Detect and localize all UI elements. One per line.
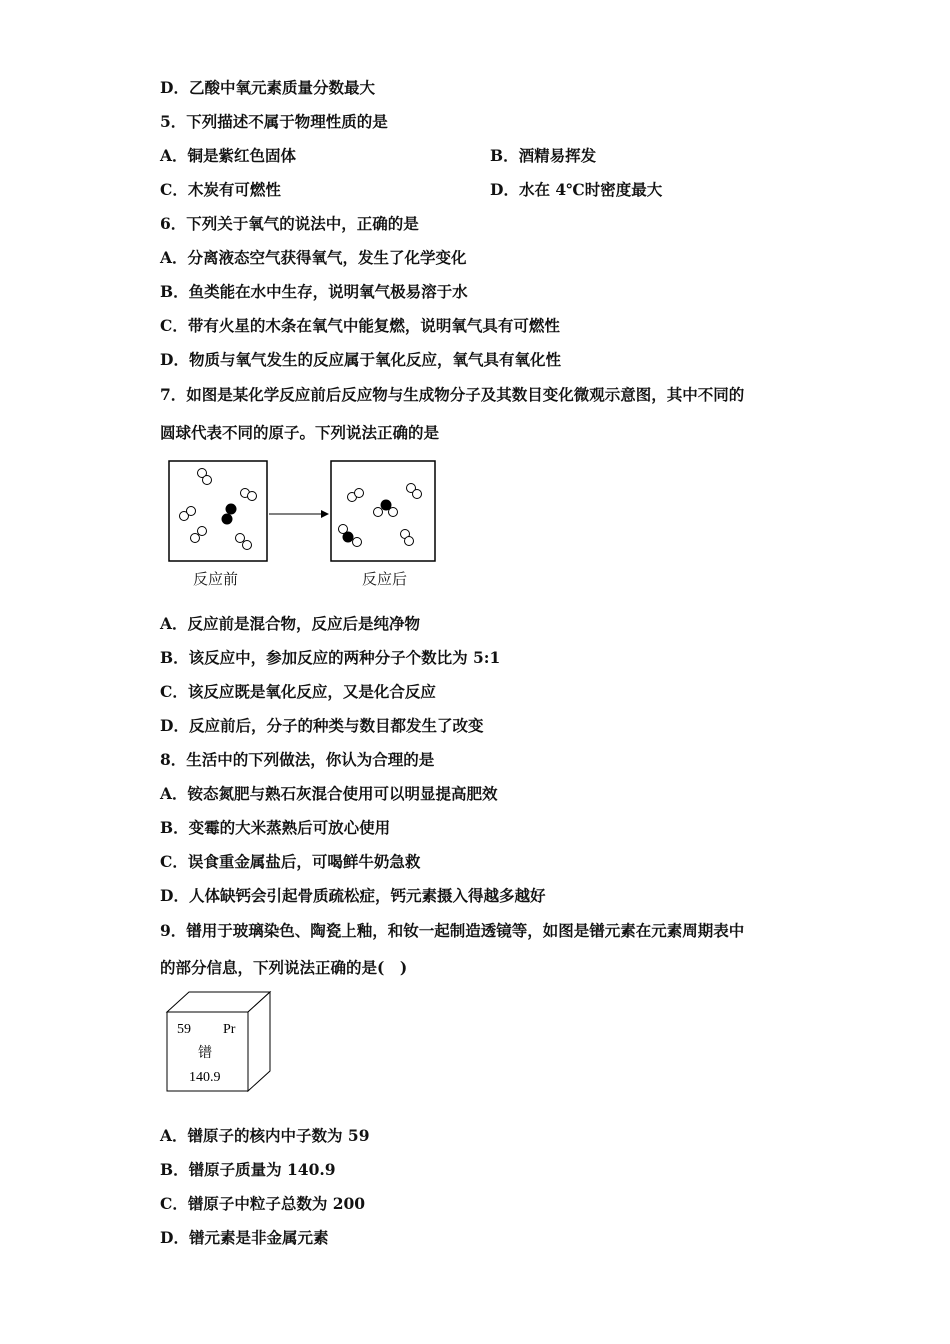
q5-stem: 5．下列描述不属于物理性质的是: [160, 112, 388, 131]
reaction-diagram: [165, 458, 445, 568]
q9-option-b: B．镨原子质量为 140.9: [160, 1160, 336, 1179]
molecule-atom-white: [198, 527, 207, 536]
q6-option-b: B．鱼类能在水中生存，说明氧气极易溶于水: [160, 282, 468, 301]
q7-option-d: D．反应前后，分子的种类与数目都发生了改变: [160, 716, 484, 735]
element-mass: 140.9: [189, 1070, 221, 1085]
element-symbol: Pr: [223, 1022, 236, 1037]
q8-option-b: B．变霉的大米蒸熟后可放心使用: [160, 818, 391, 837]
q8-option-c: C．误食重金属盐后，可喝鲜牛奶急救: [160, 852, 421, 871]
molecule-atom-white: [236, 534, 245, 543]
element-name: 镨: [198, 1045, 212, 1061]
caption-before: 反应前: [193, 570, 239, 588]
q6-option-c: C．带有火星的木条在氧气中能复燃，说明氧气具有可燃性: [160, 316, 560, 335]
molecule-atom-black: [222, 514, 232, 524]
q8-option-a: A．铵态氮肥与熟石灰混合使用可以明显提高肥效: [160, 784, 498, 803]
q9-stem-line2: 的部分信息，下列说法正确的是( ): [160, 958, 408, 977]
q5-option-c: C．木炭有可燃性: [160, 180, 281, 199]
element-number: 59: [177, 1022, 191, 1037]
caption-after: 反应后: [362, 570, 408, 588]
q4-option-d: D．乙酸中氧元素质量分数最大: [160, 78, 375, 97]
molecule-atom-black: [226, 504, 236, 514]
before-box: [169, 461, 267, 561]
q7-option-c: C．该反应既是氧化反应，又是化合反应: [160, 682, 436, 701]
q5-option-a: A．铜是紫红色固体: [160, 146, 297, 165]
q9-stem-line1: 9．镨用于玻璃染色、陶瓷上釉，和钕一起制造透镜等，如图是镨元素在元素周期表中: [160, 921, 745, 940]
q9-option-d: D．镨元素是非金属元素: [160, 1228, 329, 1247]
q6-stem: 6．下列关于氧气的说法中，正确的是: [160, 214, 419, 233]
q8-stem: 8．生活中的下列做法，你认为合理的是: [160, 750, 435, 769]
after-box: [331, 461, 435, 561]
q9-option-c: C．镨原子中粒子总数为 200: [160, 1194, 366, 1213]
q5-option-d: D．水在 4℃时密度最大: [490, 180, 663, 199]
q5-option-b: B．酒精易挥发: [490, 146, 597, 165]
q9-option-a: A．镨原子的核内中子数为 59: [160, 1126, 370, 1145]
q7-stem-line2: 圆球代表不同的原子。下列说法正确的是: [160, 423, 440, 442]
q8-option-d: D．人体缺钙会引起骨质疏松症，钙元素摄入得越多越好: [160, 886, 546, 905]
q6-option-a: A．分离液态空气获得氧气，发生了化学变化: [160, 248, 467, 267]
q7-option-b: B．该反应中，参加反应的两种分子个数比为 5:1: [160, 648, 501, 667]
element-cell: [163, 990, 275, 1096]
q7-option-a: A．反应前是混合物，反应后是纯净物: [160, 614, 421, 633]
q6-option-d: D．物质与氧气发生的反应属于氧化反应，氧气具有氧化性: [160, 350, 561, 369]
molecule-atom-black: [343, 532, 353, 542]
q7-stem-line1: 7．如图是某化学反应前后反应物与生成物分子及其数目变化微观示意图，其中不同的: [160, 385, 745, 404]
